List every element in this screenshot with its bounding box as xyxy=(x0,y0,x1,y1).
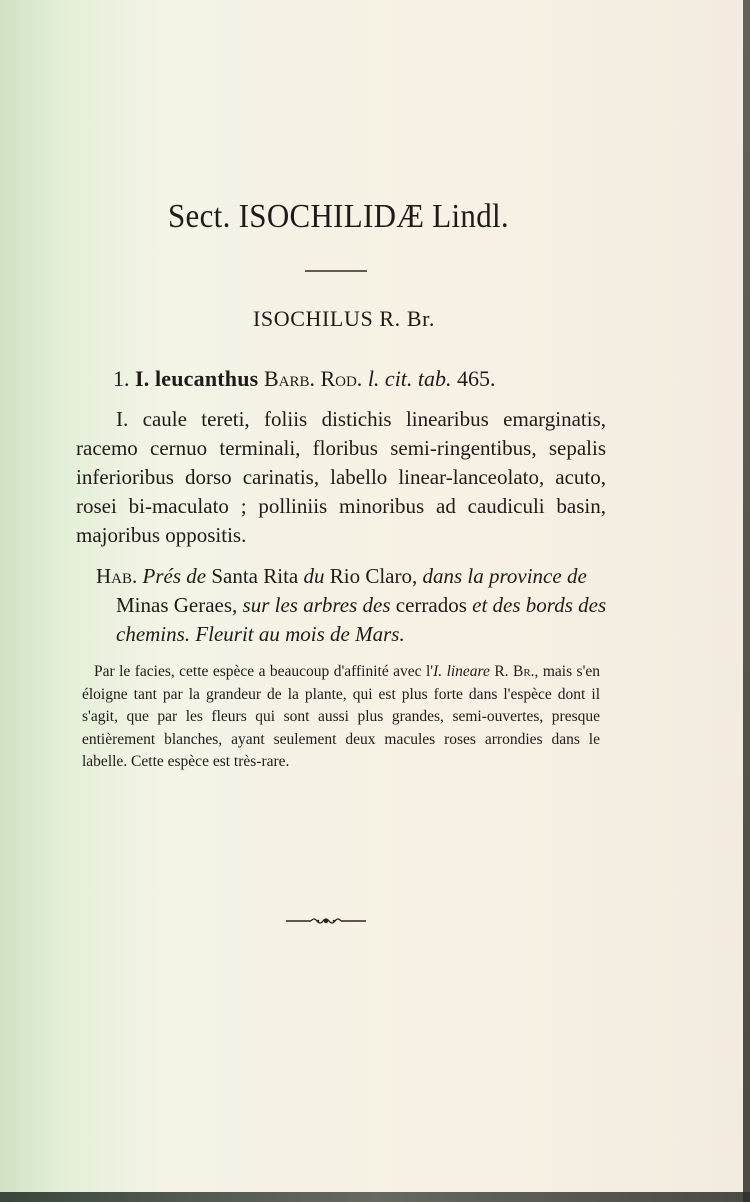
habitat-text: Prés de xyxy=(142,564,207,588)
species-authority: Barb. Rod. xyxy=(263,366,363,391)
habitat-text: et des bords des chemins. Fleurit au mois de Mars. xyxy=(116,593,607,646)
species-citation: l. cit. tab. xyxy=(367,366,452,391)
title-divider xyxy=(305,270,367,272)
habitat-place: cerrados xyxy=(395,593,467,617)
note-text: Par le facies, cette espèce a beaucoup d'affinité avec l' xyxy=(94,663,434,680)
habitat-paragraph xyxy=(96,562,628,649)
species-abbrev: I. xyxy=(135,366,150,391)
species-number: 1. xyxy=(113,366,130,391)
fleuron-ornament-icon xyxy=(285,913,367,929)
species-name: leucanthus xyxy=(154,366,259,391)
habitat-text: sur les arbres des xyxy=(242,593,391,617)
note-text: , mais s'en éloigne tant par la grandeur de la plante, qui est plus forte dans l'espèce dont il s'agit, que par les fleurs qui sont aussi plus grandes, semi-ouvertes, presque entièrement blanches, ayant seulement deux macules roses arrondies dans le labelle. Cette espèce est très-rare. xyxy=(82,663,601,770)
genus-title: ISOCHILUS R. Br. xyxy=(253,306,435,331)
note-authority: R. Br. xyxy=(494,663,535,680)
habitat-label: Hab. xyxy=(96,564,138,588)
habitat-place: Santa Rita xyxy=(211,564,299,588)
species-heading xyxy=(113,366,496,392)
habitat-place: Rio Claro, xyxy=(329,564,418,588)
habitat-text: du xyxy=(303,564,325,588)
latin-description: I. caule tereti, foliis distichis linearibus emarginatis, racemo cernuo terminali, floribus semi-ringentibus, sepalis inferioribus dorso carinatis, labello linear-lanceolato, acuto, rosei bi-maculato ; polliniis minoribus ad caudiculi basin, majoribus oppositis. xyxy=(76,407,606,547)
habitat-place: Minas Geraes, xyxy=(116,593,238,617)
species-plate: 465. xyxy=(457,366,496,391)
habitat-text: dans la province de xyxy=(422,564,587,588)
note-species-ref: I. lineare xyxy=(433,663,490,680)
note-paragraph xyxy=(82,661,600,774)
section-title: Sect. ISOCHILIDÆ Lindl. xyxy=(168,196,509,235)
